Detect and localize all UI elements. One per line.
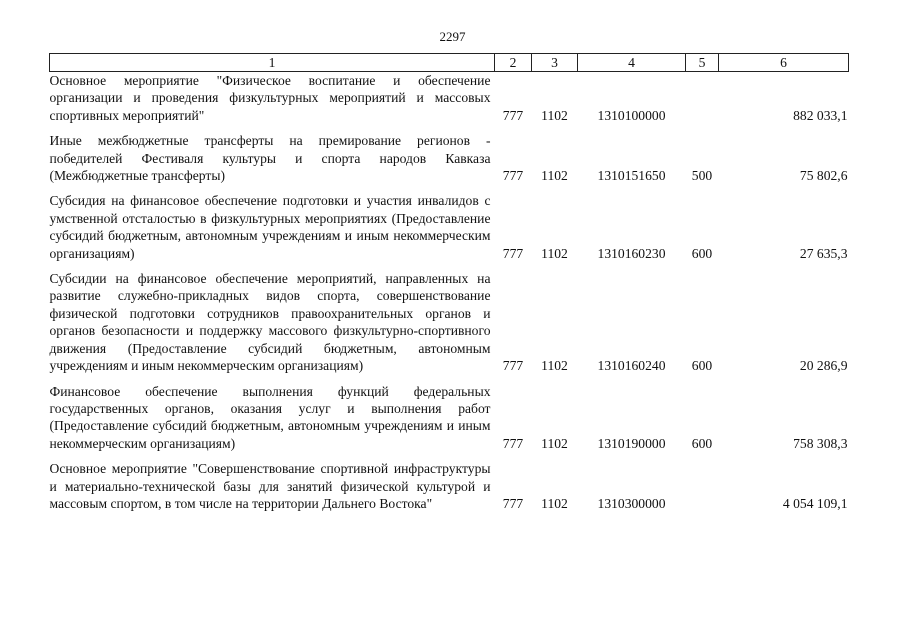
row-code-col2: 777 <box>502 435 524 451</box>
header-col-6: 6 <box>719 54 849 72</box>
row-code-col3: 1102 <box>541 168 568 184</box>
table-body <box>50 72 849 521</box>
row-code-col3: 1102 <box>541 107 568 123</box>
row-description: Субсидии на финансовое обеспечение мероприятий, направленных на развитие служебно-прикладных видов спорта, совершенствование физической подготовки сотрудников правоохранительных органов и органов безопасности и поддержку массового физкультурно-спортивного движения (Предоставление субсидий бюджетным, автономным учреждениям и иным некоммерческим организациям) <box>49 271 491 374</box>
row-amount: 27 635,3 <box>799 245 848 261</box>
row-code-col2: 777 <box>502 245 524 261</box>
table-row <box>50 192 849 270</box>
row-code-col4: 1310190000 <box>597 435 666 451</box>
header-col-5: 5 <box>686 54 719 72</box>
budget-table <box>49 53 849 520</box>
row-description: Иные межбюджетные трансферты на премирование регионов - победителей Фестиваля культуры и спорта народов Кавказа (Межбюджетные трансферты) <box>49 133 491 184</box>
row-code-col5: 600 <box>691 358 713 374</box>
row-code-col4: 1310100000 <box>597 107 666 123</box>
row-code-col5 <box>686 460 719 520</box>
header-col-3: 3 <box>532 54 578 72</box>
row-code-col4: 1310160230 <box>597 245 666 261</box>
row-code-col4: 1310151650 <box>597 168 666 184</box>
row-code-col4: 1310160240 <box>597 358 666 374</box>
header-col-1: 1 <box>50 54 495 72</box>
row-code-col4: 1310300000 <box>597 495 666 511</box>
table-row <box>50 270 849 382</box>
row-amount: 20 286,9 <box>799 358 848 374</box>
table-row <box>50 132 849 192</box>
row-amount: 75 802,6 <box>799 168 848 184</box>
row-description: Основное мероприятие "Физическое воспитание и обеспечение организации и проведения физкультурных мероприятий и массовых спортивных мероприятий" <box>49 73 491 123</box>
row-amount: 758 308,3 <box>793 435 848 451</box>
table-row <box>50 460 849 520</box>
row-description: Финансовое обеспечение выполнения функций федеральных государственных органов, оказания услуг и выполнения работ (Предоставление субсидий бюджетным, автономным учреждениям и иным некоммерческим организациям) <box>49 383 491 451</box>
row-code-col2: 777 <box>502 107 524 123</box>
header-row <box>50 54 849 72</box>
table-header <box>50 54 849 72</box>
page-number: 2297 <box>439 29 466 44</box>
header-col-4: 4 <box>578 54 686 72</box>
row-amount: 4 054 109,1 <box>782 495 848 511</box>
row-code-col2: 777 <box>502 168 524 184</box>
row-code-col2: 777 <box>502 358 524 374</box>
row-code-col2: 777 <box>502 495 524 511</box>
row-code-col5 <box>686 72 719 133</box>
row-code-col5: 600 <box>691 245 713 261</box>
row-description: Субсидия на финансовое обеспечение подготовки и участия инвалидов с умственной отсталостью в физкультурных мероприятиях (Предоставление субсидий бюджетным, автономным учреждениям и иным некоммерческим организациям) <box>49 193 491 261</box>
row-code-col3: 1102 <box>541 495 568 511</box>
table-row <box>50 72 849 133</box>
row-code-col3: 1102 <box>541 358 568 374</box>
row-code-col5: 600 <box>691 435 713 451</box>
row-code-col3: 1102 <box>541 245 568 261</box>
table-row <box>50 383 849 461</box>
row-code-col5: 500 <box>691 168 713 184</box>
row-description: Основное мероприятие "Совершенствование спортивной инфраструктуры и материально-технической базы для занятий физической культурой и массовым спортом, в том числе на территории Дальнего Востока" <box>49 461 491 511</box>
row-amount: 882 033,1 <box>793 107 848 123</box>
row-code-col3: 1102 <box>541 435 568 451</box>
header-col-2: 2 <box>495 54 532 72</box>
